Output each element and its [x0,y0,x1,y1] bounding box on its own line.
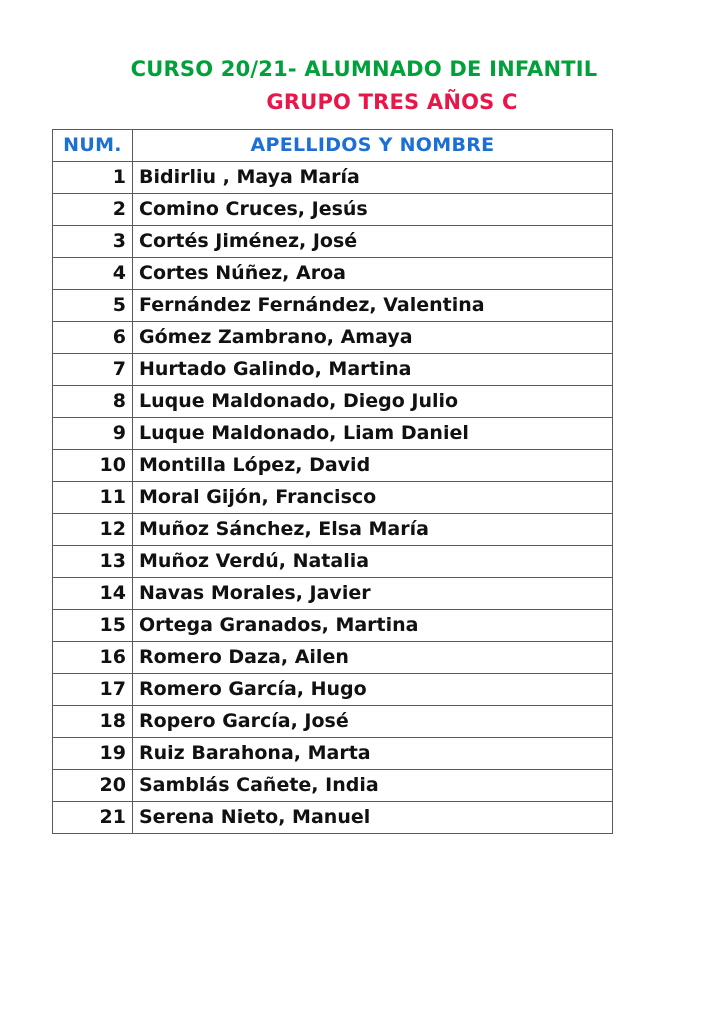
table-row [53,738,613,770]
cell-num: 15 [53,610,133,642]
roster-table-container [0,129,724,834]
table-row [53,610,613,642]
cell-name: Cortes Núñez, Aroa [133,258,613,290]
cell-name: Moral Gijón, Francisco [133,482,613,514]
table-row [53,546,613,578]
cell-name: Cortés Jiménez, José [133,226,613,258]
cell-num: 18 [53,706,133,738]
cell-num: 10 [53,450,133,482]
table-row [53,290,613,322]
cell-num: 4 [53,258,133,290]
table-row [53,386,613,418]
table-row [53,482,613,514]
table-row [53,770,613,802]
table-row [53,450,613,482]
column-header-name: APELLIDOS Y NOMBRE [133,130,613,162]
cell-name: Navas Morales, Javier [133,578,613,610]
cell-num: 2 [53,194,133,226]
table-row [53,802,613,834]
cell-name: Montilla López, David [133,450,613,482]
table-row [53,162,613,194]
cell-num: 8 [53,386,133,418]
cell-num: 20 [53,770,133,802]
table-row [53,578,613,610]
cell-num: 7 [53,354,133,386]
table-row [53,354,613,386]
table-body [53,162,613,834]
cell-num: 13 [53,546,133,578]
cell-num: 5 [53,290,133,322]
cell-num: 17 [53,674,133,706]
table-row [53,514,613,546]
cell-num: 11 [53,482,133,514]
cell-name: Ortega Granados, Martina [133,610,613,642]
cell-name: Romero García, Hugo [133,674,613,706]
cell-name: Hurtado Galindo, Martina [133,354,613,386]
cell-name: Muñoz Sánchez, Elsa María [133,514,613,546]
cell-name: Serena Nieto, Manuel [133,802,613,834]
cell-num: 1 [53,162,133,194]
table-row [53,706,613,738]
column-header-num: NUM. [53,130,133,162]
cell-num: 9 [53,418,133,450]
cell-name: Bidirliu , Maya María [133,162,613,194]
table-row [53,226,613,258]
table-row [53,674,613,706]
cell-name: Gómez Zambrano, Amaya [133,322,613,354]
table-row [53,418,613,450]
cell-num: 6 [53,322,133,354]
cell-name: Ruiz Barahona, Marta [133,738,613,770]
table-row [53,642,613,674]
cell-name: Luque Maldonado, Liam Daniel [133,418,613,450]
cell-name: Muñoz Verdú, Natalia [133,546,613,578]
cell-num: 3 [53,226,133,258]
page-title-course: CURSO 20/21- ALUMNADO DE INFANTIL [130,57,598,81]
cell-num: 12 [53,514,133,546]
cell-num: 14 [53,578,133,610]
cell-name: Romero Daza, Ailen [133,642,613,674]
cell-name: Fernández Fernández, Valentina [133,290,613,322]
document-title-block [0,0,724,114]
table-row [53,194,613,226]
page-title-group: GRUPO TRES AÑOS C [266,90,518,115]
table-header-row [53,130,613,162]
cell-num: 21 [53,802,133,834]
cell-name: Samblás Cañete, India [133,770,613,802]
cell-num: 19 [53,738,133,770]
roster-table [52,129,613,834]
cell-name: Comino Cruces, Jesús [133,194,613,226]
table-header [53,130,613,162]
table-row [53,322,613,354]
cell-name: Luque Maldonado, Diego Julio [133,386,613,418]
cell-num: 16 [53,642,133,674]
cell-name: Ropero García, José [133,706,613,738]
table-row [53,258,613,290]
